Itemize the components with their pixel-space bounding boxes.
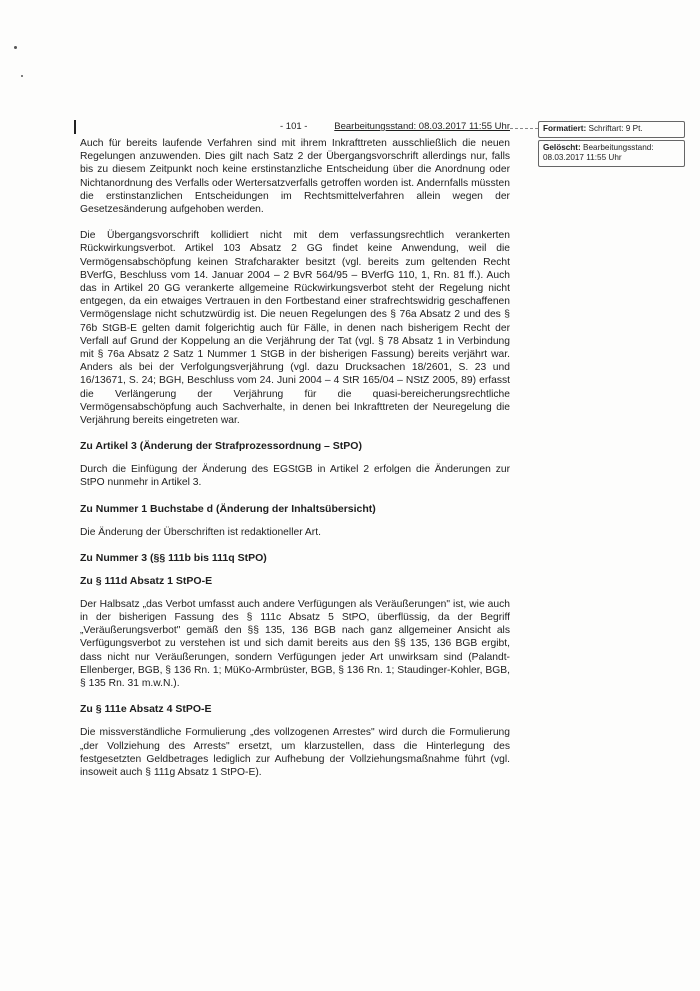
paragraph: Die missverständliche Formulierung „des vollzogenen Arrestes" wird durch die Formulierung „der Vollziehung des Arrests" ersetzt, um klarzustellen, dass die Hinterlegung des festgesetzten Geldbetrages lediglich zur Aufhebung der Vollziehungsmaßnahme führt (vgl. insoweit auch § 111g Absatz 1 StPO-E).: [80, 727, 510, 778]
comment-text: Bearbeitungsstand: 08.03.2017 11:55 Uhr: [543, 143, 654, 162]
scan-speck: [21, 75, 23, 77]
paragraph: Durch die Einfügung der Änderung des EGStGB in Artikel 2 erfolgen die Änderungen zur StPO nunmehr in Artikel 3.: [80, 464, 510, 489]
scan-speck: [14, 46, 17, 49]
page-header: [80, 121, 510, 135]
comment-text: Schriftart: 9 Pt.: [588, 124, 643, 133]
section-heading: Zu § 111e Absatz 4 StPO-E: [80, 703, 212, 716]
section-heading: Zu Nummer 3 (§§ 111b bis 111q StPO): [80, 551, 267, 564]
comment-balloon-formatted[interactable]: [538, 121, 685, 138]
section-heading: Zu Artikel 3 (Änderung der Strafprozessordnung – StPO): [80, 440, 362, 453]
section-heading: Zu § 111d Absatz 1 StPO-E: [80, 574, 213, 587]
paragraph: Der Halbsatz „das Verbot umfasst auch andere Verfügungen als Veräußerungen" ist, wie auch in der bisherigen Fassung des § 111c Absatz 5 StPO, überflüssig, da der Begriff „Veräußerungsverbot" gemäß den §§ 135, 136 BGB nach ganz allgemeiner Ansicht als Verfügungsverbot zu verstehen ist und sich damit bereits aus den §§ 135, 136 BGB ergibt, dass nicht nur Veräußerungen, sondern Verfügungen jeder Art unwirksam sind (Palandt-Ellenberger, BGB, § 136 Rn. 1; MüKo-Armbrüster, BGB, § 136 Rn. 1; Staudinger-Kohler, BGB, § 135 Rn. 31 m.w.N.).: [80, 598, 510, 690]
comment-label: Formatiert:: [543, 124, 587, 133]
comment-label: Gelöscht:: [543, 143, 581, 152]
edit-state-stamp: Bearbeitungsstand: 08.03.2017 11:55 Uhr: [334, 121, 510, 132]
page-number: - 101 -: [280, 121, 308, 132]
paragraph: Auch für bereits laufende Verfahren sind mit ihrem Inkrafttreten ausschließlich die neuen Regelungen anzuwenden. Dies gilt nach Satz 2 der Übergangsvorschrift allerdings nur, falls bis zu diesem Zeitpunkt noch keine erstinstanzliche Entscheidung über die Anordnung oder Nichtanordnung des Verfalls oder Wertersatzverfalls getroffen worden ist. Andernfalls müssten die erstinstanzlichen Entscheidungen im Rechtsmittelverfahren allein wegen der Gesetzesänderung aufgehoben werden.: [80, 138, 510, 216]
document-body: [80, 137, 510, 792]
section-heading: Zu Nummer 1 Buchstabe d (Änderung der Inhaltsübersicht): [80, 502, 376, 515]
comment-pane: [538, 121, 685, 169]
comment-balloon-deleted[interactable]: [538, 140, 685, 167]
paragraph: Die Übergangsvorschrift kollidiert nicht mit dem verfassungsrechtlich verankerten Rückwirkungsverbot. Artikel 103 Absatz 2 GG findet keine Anwendung, weil die Vermögensabschöpfung keinen Strafcharakter besitzt (vgl. bereits zum geltenden Recht BVerfG, Beschluss vom 14. Januar 2004 – 2 BvR 564/95 – BVerfG 110, 1, Rn. 81 ff.). Auch das in Artikel 20 GG verankerte allgemeine Rückwirkungsverbot steht der Regelung nicht entgegen, da ein etwaiges Vertrauen in den Fortbestand einer strafrechtswidrig geschaffenen Vermögenslage nicht schutzwürdig ist. Die neuen Regelungen des § 76a Absatz 2 und des § 76b StGB-E gelten damit folgerichtig auch für Fälle, in denen nach bisherigem Recht der Verfall auf Grund der Koppelung an die Verjährung der Tat (vgl. § 78 Absatz 1 in Verbindung mit § 76a Absatz 2 Satz 1 Nummer 1 StGB in der bisherigen Fassung) bereits verjährt war. Anders als bei der Verfolgungsverjährung (vgl. dazu Drucksachen 18/2601, S. 23 und 16/13671, S. 24; BGH, Beschluss vom 24. Juni 2004 – 4 StR 165/04 – NStZ 2005, 89) erfasst die Verlängerung der Verjährung für die quasi-bereicherungsrechtliche Vermögensabschöpfung auch Sachverhalte, in denen bei Inkrafttreten der Neuregelung die Verjährung bereits eingetreten war.: [80, 230, 510, 427]
comment-connector: [510, 128, 538, 129]
paragraph: Die Änderung der Überschriften ist redaktioneller Art.: [80, 526, 321, 538]
change-bar: [74, 120, 76, 134]
